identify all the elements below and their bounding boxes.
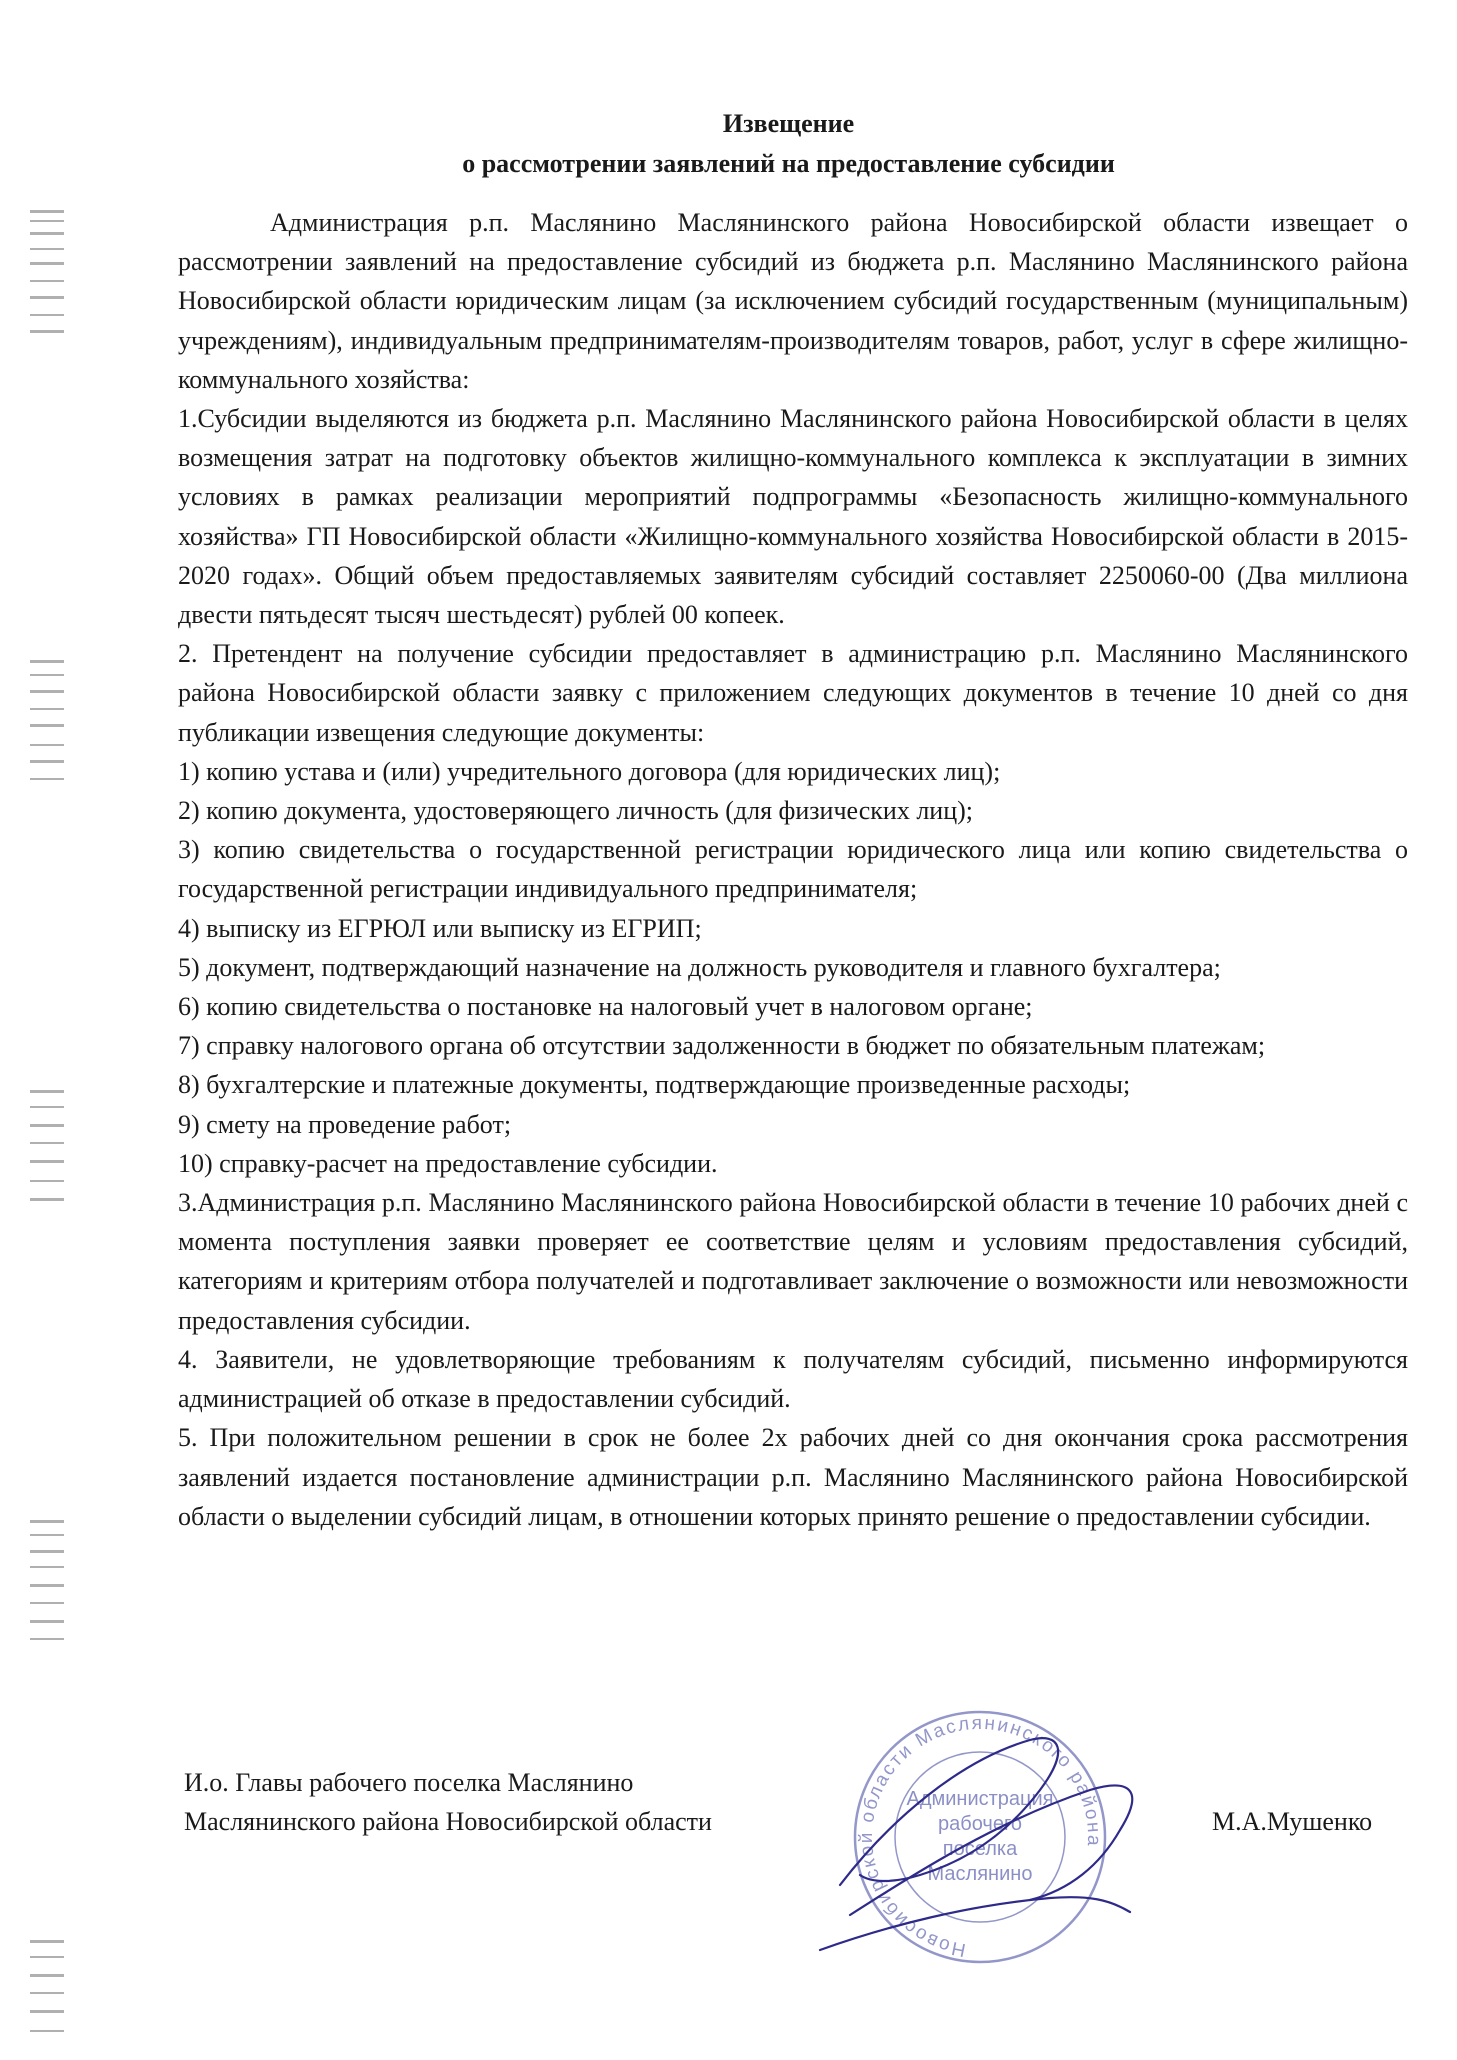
scan-artifact (30, 660, 64, 790)
official-seal (800, 1700, 1160, 1970)
list-item: 4) выписку из ЕГРЮЛ или выписку из ЕГРИП; (178, 913, 702, 943)
list-item: 9) смету на проведение работ; (178, 1109, 512, 1139)
scan-artifact (30, 1520, 64, 1650)
list-item: 6) копию свидетельства о постановке на налоговый учет в налоговом органе; (178, 992, 1033, 1022)
paragraph-3: 3.Администрация р.п. Маслянино Маслянинского района Новосибирской области в течение 10 рабочих дней с момента поступления заявки проверяет ее соответствие целям и условиям предоставления субсидий, категориям и критериям отбора получателей и подготавливает заключение о возможности или невозможности предоставления субсидии. (178, 1188, 1408, 1335)
svg-text:Новосибирской области Маслянин: Новосибирской области Маслянинского района (856, 1712, 1105, 1961)
signature-position-line1: И.о. Главы рабочего поселка Маслянино (184, 1768, 634, 1797)
scan-artifact (30, 210, 64, 340)
list-item: 3) копию свидетельства о государственной регистрации юридического лица или копию свидетельства о государственной регистрации индивидуального предпринимателя; (178, 835, 1408, 904)
list-item: 5) документ, подтверждающий назначение на должность руководителя и главного бухгалтера; (178, 952, 1221, 982)
paragraph-5: 5. При положительном решении в срок не более 2х рабочих дней со дня окончания срока рассмотрения заявлений издается постановление администрации р.п. Маслянино Маслянинского района Новосибирской области о выделении субсидий лицам, в отношении которых принято решение о предоставлении субсидии. (178, 1423, 1408, 1531)
document-body (178, 203, 1408, 1536)
document-title: Извещение (722, 109, 855, 138)
scan-artifact (30, 1940, 64, 2050)
svg-text:Администрация: Администрация (906, 1788, 1054, 1810)
list-item: 1) копию устава и (или) учредительного договора (для юридических лиц); (178, 756, 1001, 786)
svg-text:рабочего: рабочего (938, 1813, 1022, 1835)
svg-text:поселка: поселка (942, 1838, 1018, 1860)
list-item: 7) справку налогового органа об отсутствии задолженности в бюджет по обязательным платежам; (178, 1031, 1266, 1061)
signature-position (184, 1763, 712, 1841)
paragraph-4: 4. Заявители, не удовлетворяющие требованиям к получателям субсидий, письменно информируются администрацией об отказе в предоставлении субсидий. (178, 1344, 1408, 1414)
list-item: 2) копию документа, удостоверяющего личность (для физических лиц); (178, 796, 974, 826)
signature-position-line2: Маслянинского района Новосибирской области (184, 1807, 712, 1836)
paragraph-1: 1.Субсидии выделяются из бюджета р.п. Маслянино Маслянинского района Новосибирской области в целях возмещения затрат на подготовку объектов жилищно-коммунального комплекса к эксплуатации в зимних условиях в рамках реализации мероприятий подпрограммы «Безопасность жилищно-коммунального хозяйства» ГП Новосибирской области «Жилищно-коммунального хозяйства Новосибирской области в 2015-2020 годах». Общий объем предоставляемых заявителям субсидий составляет 2250060-00 (Два миллиона двести пятьдесят тысяч шестьдесят) рублей 00 копеек. (178, 404, 1408, 630)
list-item: 10) справку-расчет на предоставление субсидии. (178, 1148, 718, 1178)
svg-text:Маслянино: Маслянино (927, 1863, 1033, 1885)
paragraph-2: 2. Претендент на получение субсидии предоставляет в администрацию р.п. Маслянино Маслянинского района Новосибирской области заявку с приложением следующих документов в течение 10 дней со дня публикации извещения следующие документы: (178, 639, 1408, 747)
list-item: 8) бухгалтерские и платежные документы, подтверждающие произведенные расходы; (178, 1070, 1131, 1100)
signatory-name: М.А.Мушенко (1212, 1807, 1373, 1836)
scan-artifact (30, 1090, 64, 1220)
intro-paragraph: Администрация р.п. Маслянино Маслянинского района Новосибирской области извещает о рассмотрении заявлений на предоставление субсидий из бюджета р.п. Маслянино Маслянинского района Новосибирской области юридическим лицам (за исключением субсидий государственным (муниципальным) учреждениям), индивидуальным предпринимателям-производителям товаров, работ, услуг в сфере жилищно-коммунального хозяйства: (178, 208, 1408, 394)
document-subtitle: о рассмотрении заявлений на предоставление субсидии (462, 149, 1115, 178)
